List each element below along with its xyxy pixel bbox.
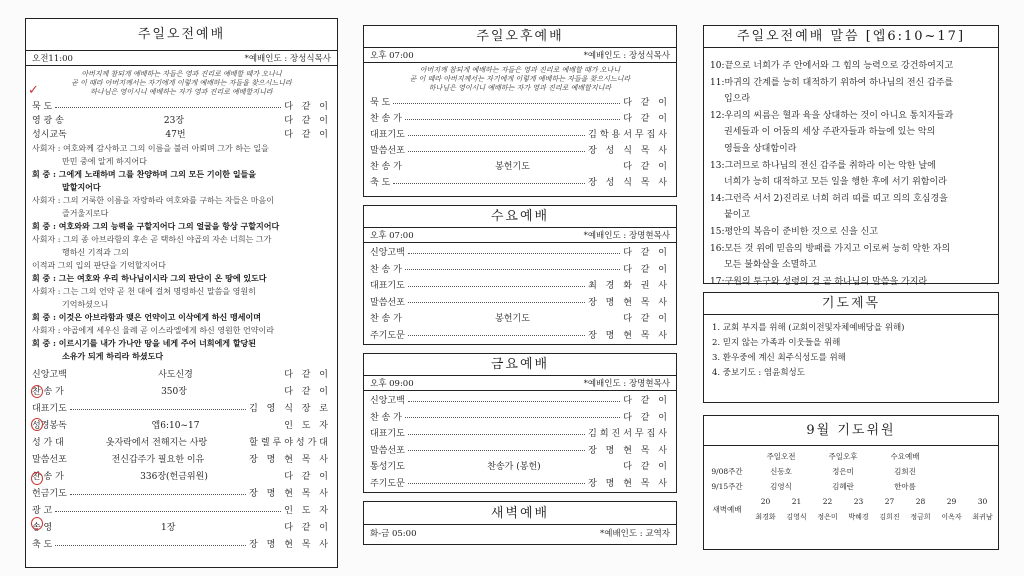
roster-day: 27 bbox=[884, 497, 895, 506]
prayer-topic-item: 3. 환우중에 계신 최주식성도를 위해 bbox=[712, 353, 846, 363]
order-row bbox=[370, 262, 670, 279]
afternoon-time: 오후 07:00 bbox=[370, 51, 414, 61]
text-line: 회 중 : 그에게 노래하며 그를 찬양하며 그의 모든 기이한 일들을 bbox=[32, 169, 257, 179]
order-item-label: 대표기도 bbox=[370, 281, 405, 291]
order-item-detail: 옷자락에서 전해지는 사랑 bbox=[105, 438, 208, 448]
friday-service-panel bbox=[363, 353, 677, 493]
text-line: 기억하셨으니 bbox=[62, 300, 109, 309]
order-item-person: 다 같 이 bbox=[623, 314, 670, 324]
roster-header: 주일오전 bbox=[766, 452, 796, 461]
dawn-service-header bbox=[364, 525, 676, 544]
order-row bbox=[370, 459, 670, 476]
roster-dawn-name: 김영식 bbox=[786, 512, 807, 521]
order-row bbox=[32, 486, 331, 503]
roster-dawn-name: 정금희 bbox=[910, 512, 931, 521]
text-line: 10:끝으로 너희가 주 안에서와 그 힘의 능력으로 강건하여지고 bbox=[710, 61, 954, 71]
order-item-detail: 전신갑주가 필요한 이유 bbox=[111, 455, 205, 465]
dotted-leader bbox=[408, 335, 585, 336]
roster-header-row bbox=[704, 449, 998, 464]
order-item-person: 다 같 이 bbox=[284, 370, 331, 380]
roster-dawn-name: 최경화 bbox=[755, 512, 776, 521]
order-item-person: 다 같 이 bbox=[284, 472, 331, 482]
text-line: 12:우리의 씨름은 혈과 육을 상대하는 것이 아니요 통치자들과 bbox=[710, 110, 954, 121]
order-item-label: 찬 송 가 bbox=[32, 472, 64, 482]
dotted-leader bbox=[408, 450, 585, 451]
text-line: 말할지어다 bbox=[62, 182, 101, 192]
order-item-detail: 1장 bbox=[161, 523, 176, 533]
order-item-person: 장 명 현 목 사 bbox=[249, 455, 331, 465]
order-item-person: 김 영 식 장 로 bbox=[249, 404, 331, 414]
order-item-person: 장 명 현 목 사 bbox=[588, 445, 670, 456]
dotted-leader bbox=[55, 545, 246, 546]
order-item-label: 성시교독 bbox=[32, 130, 67, 140]
dawn-service-title: 새벽예배 bbox=[364, 502, 676, 525]
order-row bbox=[370, 426, 670, 443]
order-item-person: 다 같 이 bbox=[284, 102, 331, 112]
sermon-verses bbox=[704, 48, 998, 290]
order-item-label: 묵 도 bbox=[32, 102, 53, 112]
dotted-leader bbox=[408, 302, 585, 303]
order-item-person: 다 같 이 bbox=[623, 462, 670, 472]
roster-dawn-name: 이옥자 bbox=[941, 512, 962, 521]
order-item-person: 다 같 이 bbox=[284, 130, 331, 140]
text-line: 회 중 : 이르시기를 내가 가나안 땅을 네게 주어 너희에게 할당된 bbox=[32, 338, 257, 348]
afternoon-service-panel bbox=[363, 25, 677, 197]
morning-service-title: 주일오전예배 bbox=[26, 19, 337, 51]
dawn-service-panel bbox=[363, 501, 677, 545]
roster-header: 주일오후 bbox=[828, 452, 858, 461]
roster-day: 20 bbox=[760, 497, 771, 506]
text-line: 사회자 : 그는 그의 언약 곧 천 대에 걸쳐 명령하신 말씀을 영원히 bbox=[32, 287, 256, 296]
order-item-label: 성경봉독 bbox=[32, 421, 67, 431]
text-line: 만민 중에 알게 하지어다 bbox=[62, 157, 147, 166]
order-item-detail: 23장 bbox=[163, 116, 185, 126]
text-line: 즐거울지로다 bbox=[62, 209, 109, 218]
order-item-label: 광 고 bbox=[32, 506, 53, 516]
order-item-person: 장 명 현 목 사 bbox=[588, 330, 670, 341]
text-line: 붙이고 bbox=[724, 210, 751, 221]
order-item-label: 대표기도 bbox=[32, 404, 67, 414]
morning-service-panel bbox=[25, 18, 338, 568]
order-item-label: 영 광 송 bbox=[32, 116, 64, 126]
order-item-label: 찬 송 가 bbox=[370, 162, 402, 172]
roster-name: 신동호 bbox=[770, 467, 792, 476]
text-line: 너희가 능히 대적하고 모든 일을 행한 후에 서기 위함이라 bbox=[724, 177, 947, 188]
wednesday-order bbox=[364, 243, 676, 344]
prayer-topic-item: 4. 중보기도 : 염윤희성도 bbox=[712, 368, 805, 378]
roster-dawn-name: 김희진 bbox=[879, 512, 900, 521]
roster-name: 정은미 bbox=[832, 467, 854, 476]
morning-order-bottom bbox=[26, 367, 337, 554]
text-line: 입으라 bbox=[724, 94, 751, 105]
order-item-detail: 350장 bbox=[161, 387, 187, 397]
order-item-label: 축 도 bbox=[370, 178, 391, 188]
order-item-detail: 47번 bbox=[165, 130, 186, 140]
order-item-person: 최 경 화 권 사 bbox=[588, 281, 670, 291]
order-item-label: 송 영 bbox=[32, 523, 53, 533]
order-row bbox=[32, 435, 331, 452]
order-item-person: 장 명 현 목 사 bbox=[249, 489, 331, 499]
prayer-topic-item: 2. 믿지 않는 가족과 이웃들을 위해 bbox=[712, 338, 841, 348]
order-item-label: 신앙고백 bbox=[370, 248, 405, 258]
roster-week-label: 9/15주간 bbox=[711, 482, 743, 491]
order-item-label: 말씀선포 bbox=[370, 146, 405, 156]
order-item-label: 대표기도 bbox=[370, 130, 405, 140]
wednesday-time: 오후 07:00 bbox=[370, 231, 414, 241]
order-item-person: 다 같 이 bbox=[284, 387, 331, 397]
morning-order-top bbox=[26, 100, 337, 142]
order-item-person: 다 같 이 bbox=[623, 248, 670, 258]
dotted-leader bbox=[393, 183, 585, 184]
order-item-person: 다 같 이 bbox=[623, 396, 670, 406]
dotted-leader bbox=[55, 511, 281, 512]
roster-week-label: 9/08주간 bbox=[711, 467, 743, 476]
order-row bbox=[370, 127, 670, 143]
sermon-text-panel bbox=[703, 25, 999, 287]
afternoon-order bbox=[364, 95, 676, 191]
roster-name: 김희진 bbox=[894, 467, 916, 476]
prayer-roster-table bbox=[704, 449, 998, 524]
order-row bbox=[32, 503, 331, 520]
roster-day: 22 bbox=[822, 497, 833, 506]
dotted-leader bbox=[408, 483, 585, 484]
text-line: 권세들과 이 어둠의 세상 주관자들과 하늘에 있는 악의 bbox=[724, 127, 936, 138]
text-line: 영들을 상대함이라 bbox=[724, 143, 797, 154]
roster-days-row bbox=[704, 494, 998, 509]
dotted-leader bbox=[408, 434, 585, 435]
roster-day: 23 bbox=[853, 497, 864, 506]
order-row bbox=[32, 384, 331, 401]
wednesday-service-header bbox=[364, 228, 676, 243]
prayer-topics-title: 기도제목 bbox=[704, 293, 998, 315]
order-row bbox=[32, 100, 331, 114]
order-row bbox=[370, 328, 670, 345]
order-row bbox=[370, 311, 670, 328]
prayer-topics-list bbox=[704, 315, 998, 387]
roster-dawn-name: 정은미 bbox=[817, 512, 838, 521]
text-line: 사회자 : 여호와께 감사하고 그의 이름을 불러 아뢰며 그가 하는 일을 bbox=[32, 144, 269, 153]
order-row bbox=[370, 295, 670, 312]
friday-service-title: 금요예배 bbox=[364, 354, 676, 376]
order-row bbox=[370, 143, 670, 159]
afternoon-leader: *예배인도 : 장성식목사 bbox=[583, 51, 670, 61]
order-item-label: 묵 도 bbox=[370, 98, 391, 108]
dotted-leader bbox=[55, 107, 281, 108]
order-item-detail: 엡6:10~17 bbox=[151, 421, 200, 431]
order-item-label: 찬 송 가 bbox=[370, 412, 402, 423]
responsive-reading bbox=[26, 142, 337, 363]
text-line: 사회자 : 그의 거룩한 이름을 자랑하라 여호와를 구하는 자들은 마음이 bbox=[32, 196, 274, 205]
circle-mark-icon bbox=[31, 517, 43, 530]
order-item-person: 장 명 현 목 사 bbox=[249, 540, 331, 550]
morning-service-header bbox=[26, 51, 337, 66]
friday-service-header bbox=[364, 376, 676, 391]
order-row bbox=[370, 245, 670, 262]
roster-dawn-name: 박혜경 bbox=[848, 512, 869, 521]
order-item-label: 찬 송 가 bbox=[370, 314, 402, 324]
order-item-label: 말씀선포 bbox=[32, 455, 67, 465]
order-item-label: 대표기도 bbox=[370, 429, 405, 439]
circle-mark-icon bbox=[31, 385, 43, 398]
order-item-label: 주기도문 bbox=[370, 478, 405, 489]
text-line: 회 중 : 이것은 아브라함과 맺은 언약이고 이삭에게 하신 맹세이며 bbox=[32, 312, 261, 322]
afternoon-intro: 아버지께 참되게 예배하는 자들은 영과 진리로 예배할 때가 오나니 곧 이 때라 아버지께서는 자기에게 이렇게 예배하는 자들을 찾으시느니라 하나님은 영이시니 예배하는 자가 영과 진리로 예배할지니라 bbox=[409, 66, 631, 92]
roster-name: 김혜란 bbox=[832, 482, 854, 491]
text-line: 사회자 : 그의 종 아브라함의 후손 곧 택하신 야곱의 자손 너희는 그가 bbox=[32, 235, 272, 244]
morning-intro: 아버지께 참되게 예배하는 자들은 영과 진리로 예배할 때가 오나니 곧 이 때라 아버지께서는 자기에게 이렇게 예배하는 자들을 찾으시느니라 하나님은 영이시니 예배하는 자가 영과 진리로 예배할지니라 bbox=[71, 70, 292, 96]
text-line: 11:마귀의 간계를 능히 대적하기 위하여 하나님의 전신 갑주를 bbox=[710, 77, 954, 88]
order-row bbox=[370, 278, 670, 295]
text-line: 13:그러므로 하나님의 전신 갑주를 취하라 이는 악한 날에 bbox=[710, 160, 936, 171]
afternoon-service-title: 주일오후예배 bbox=[364, 26, 676, 48]
order-item-label: 통성기도 bbox=[370, 462, 405, 472]
text-line: 17:구원의 투구와 성령의 검 곧 하나님의 말씀을 가지라 bbox=[710, 276, 928, 287]
text-line: 이적과 그의 입의 판단을 기억할지어다 bbox=[32, 261, 166, 270]
order-item-person: 장 명 현 목 사 bbox=[588, 297, 670, 308]
text-line: 15:평안의 복음이 준비한 것으로 신을 신고 bbox=[710, 226, 878, 237]
order-row bbox=[32, 418, 331, 435]
text-line: 회 중 : 그는 여호와 우리 하나님이시라 그의 판단이 온 땅에 있도다 bbox=[32, 273, 267, 283]
order-item-person: 인 도 자 bbox=[284, 421, 331, 431]
order-item-person: 김희진서무집사 bbox=[588, 429, 670, 439]
circle-mark-icon bbox=[31, 418, 43, 431]
dotted-leader bbox=[408, 151, 585, 152]
sermon-text-title: 주일오전예배 말씀 [엡6:10~17] bbox=[704, 26, 998, 48]
dotted-leader bbox=[405, 119, 620, 120]
order-row bbox=[370, 393, 670, 410]
order-item-person: 다 같 이 bbox=[623, 114, 670, 124]
order-item-detail: 336장(헌금위원) bbox=[140, 472, 208, 482]
dotted-leader bbox=[405, 417, 620, 418]
order-item-person: 다 같 이 bbox=[623, 98, 670, 108]
order-row bbox=[370, 443, 670, 460]
text-line: 모든 불화살을 소멸하고 bbox=[724, 260, 817, 271]
order-row bbox=[32, 114, 331, 128]
order-row bbox=[370, 410, 670, 427]
text-line: 사회자 : 야곱에게 세우신 율례 곧 이스라엘에게 하신 영원한 언약이라 bbox=[32, 326, 274, 335]
order-item-label: 신앙고백 bbox=[370, 396, 405, 406]
order-row bbox=[32, 401, 331, 418]
order-row bbox=[370, 476, 670, 493]
friday-leader: *예배인도 : 장명현목사 bbox=[583, 379, 670, 389]
order-item-person: 김학용서무집사 bbox=[588, 130, 670, 140]
prayer-roster-panel bbox=[703, 415, 999, 550]
check-mark-icon: ✓ bbox=[28, 83, 39, 98]
roster-day: 29 bbox=[946, 497, 957, 506]
order-row bbox=[370, 111, 670, 127]
order-item-person: 다 같 이 bbox=[623, 264, 670, 275]
order-item-person: 다 같 이 bbox=[623, 162, 670, 172]
order-row bbox=[32, 537, 331, 554]
friday-order bbox=[364, 391, 676, 492]
afternoon-service-header bbox=[364, 48, 676, 63]
prayer-topic-item: 1. 교회 부지를 위해 (교회이전및자체예배당을 위해) bbox=[712, 323, 905, 333]
order-item-label: 말씀선포 bbox=[370, 445, 405, 456]
dotted-leader bbox=[405, 269, 620, 270]
order-row bbox=[32, 452, 331, 469]
order-row bbox=[32, 520, 331, 537]
dawn-roster-label: 새벽예배 bbox=[712, 504, 742, 514]
order-item-person: 장 성 식 목 사 bbox=[588, 146, 670, 156]
dawn-time: 화-금 05:00 bbox=[370, 529, 417, 539]
order-item-person: 장 성 식 목 사 bbox=[588, 178, 670, 188]
dotted-leader bbox=[393, 103, 620, 104]
order-item-label: 신앙고백 bbox=[32, 370, 67, 380]
order-row bbox=[32, 128, 331, 142]
circle-mark-icon bbox=[31, 472, 43, 485]
order-item-label: 축 도 bbox=[32, 540, 53, 550]
wednesday-service-title: 수요예배 bbox=[364, 206, 676, 228]
roster-name: 한아름 bbox=[894, 482, 916, 491]
dotted-leader bbox=[70, 409, 246, 410]
order-item-label: 헌금기도 bbox=[32, 489, 67, 499]
roster-day: 28 bbox=[915, 497, 926, 506]
text-line: 회 중 : 여호와와 그의 능력을 구할지어다 그의 얼굴을 항상 구할지어다 bbox=[32, 221, 280, 231]
morning-leader: *예배인도 : 장성식목사 bbox=[244, 54, 331, 64]
roster-day: 30 bbox=[977, 497, 988, 506]
dotted-leader bbox=[408, 401, 620, 402]
morning-time: 오전11:00 bbox=[32, 54, 73, 64]
roster-header: 수요예배 bbox=[890, 452, 920, 461]
roster-week-row bbox=[704, 479, 998, 494]
order-item-detail: 봉헌기도 bbox=[495, 314, 530, 324]
friday-time: 오후 09:00 bbox=[370, 379, 414, 389]
dotted-leader bbox=[408, 253, 620, 254]
dotted-leader bbox=[70, 494, 246, 495]
order-item-person: 장 명 현 목 사 bbox=[588, 478, 670, 489]
order-item-detail: 봉헌기도 bbox=[495, 162, 530, 172]
order-item-label: 주기도문 bbox=[370, 330, 405, 341]
order-item-person: 다 같 이 bbox=[623, 412, 670, 423]
order-row bbox=[32, 367, 331, 384]
roster-day: 21 bbox=[791, 497, 802, 506]
order-row bbox=[370, 95, 670, 111]
order-item-person: 다 같 이 bbox=[284, 116, 331, 126]
dotted-leader bbox=[408, 135, 585, 136]
dawn-leader: *예배인도 : 교역자 bbox=[600, 529, 670, 539]
order-item-person: 인 도 자 bbox=[284, 506, 331, 516]
text-line: 소유가 되게 하리라 하셨도다 bbox=[62, 351, 164, 361]
roster-dawn-name: 최귀남 bbox=[972, 512, 993, 521]
order-row bbox=[32, 469, 331, 486]
order-item-label: 말씀선포 bbox=[370, 297, 405, 308]
order-item-label: 찬 송 가 bbox=[370, 114, 402, 124]
wednesday-leader: *예배인도 : 장명현목사 bbox=[583, 231, 670, 241]
text-line: 행하신 기적과 그의 bbox=[62, 248, 129, 257]
text-line: 16:모든 것 위에 믿음의 방패를 가지고 이로써 능히 악한 자의 bbox=[710, 243, 951, 254]
dotted-leader bbox=[408, 286, 585, 287]
order-item-detail: 찬송가 (봉헌) bbox=[487, 462, 541, 472]
order-item-person: 다 같 이 bbox=[284, 523, 331, 533]
order-item-label: 성 가 대 bbox=[32, 438, 64, 448]
order-row bbox=[370, 159, 670, 175]
order-row bbox=[370, 175, 670, 191]
order-item-detail: 사도신경 bbox=[158, 370, 193, 380]
order-item-label: 찬 송 가 bbox=[370, 264, 402, 275]
wednesday-service-panel bbox=[363, 205, 677, 345]
order-item-label: 찬 송 가 bbox=[32, 387, 64, 397]
text-line: 14:그런즉 서서 2)진리로 너희 허리 띠를 띠고 의의 호심경을 bbox=[710, 193, 948, 204]
order-item-person: 할렐루야성가대 bbox=[249, 438, 331, 448]
prayer-topics-panel bbox=[703, 292, 999, 403]
roster-name: 김영식 bbox=[770, 482, 792, 491]
prayer-roster-title: 9월 기도위원 bbox=[704, 416, 998, 446]
roster-week-row bbox=[704, 464, 998, 479]
